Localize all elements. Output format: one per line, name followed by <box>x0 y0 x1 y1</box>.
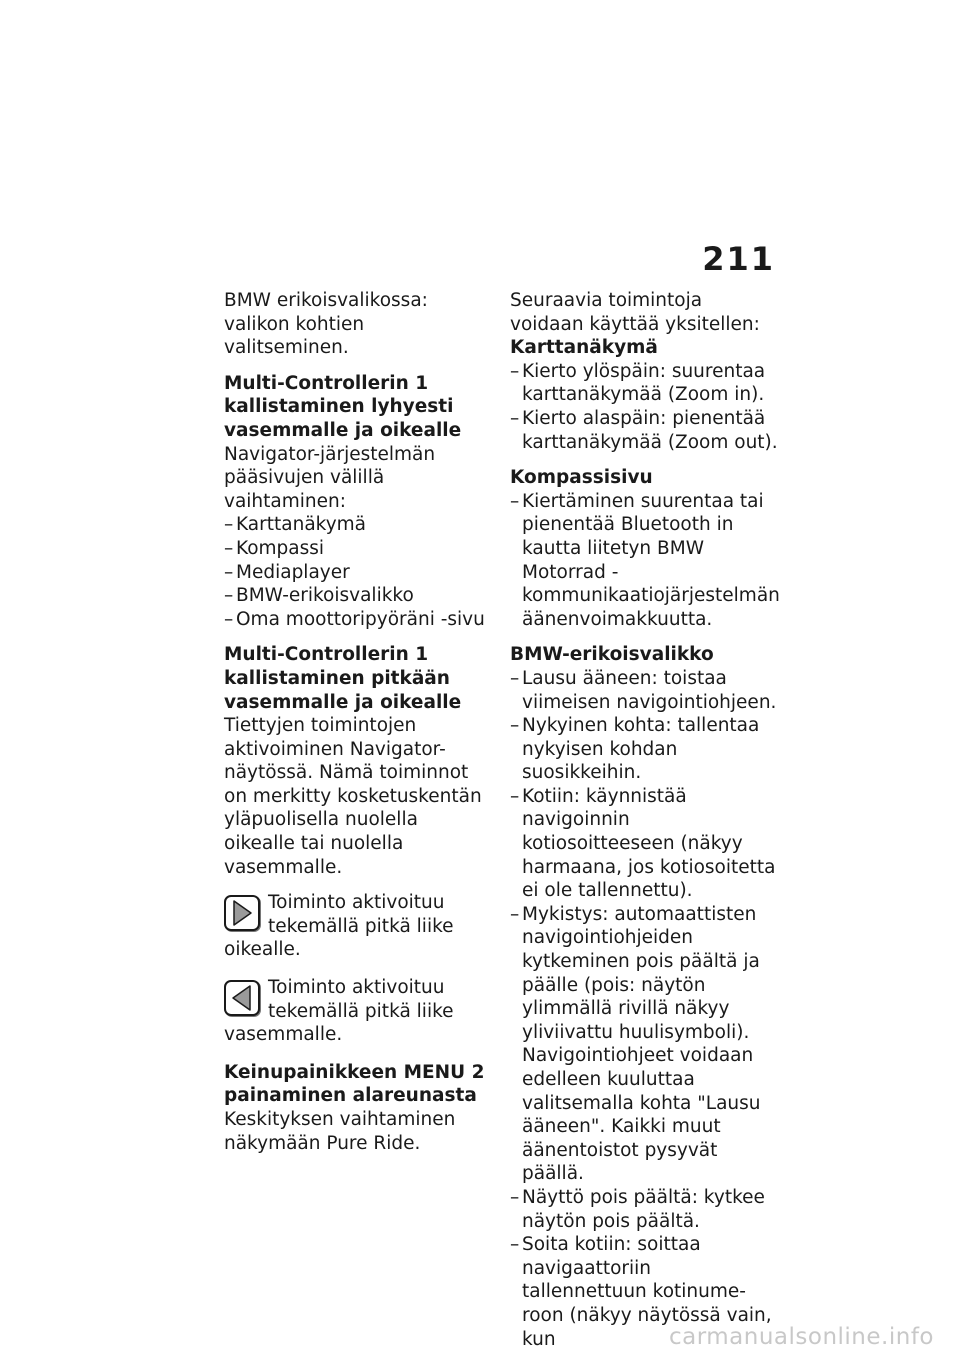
list-item: – BMW-erikoisvalikko <box>224 584 494 608</box>
icon-note-right-text: Toiminto aktivoituu tekemällä pitkä liike oikealle. <box>224 892 454 961</box>
compass-list <box>510 490 780 632</box>
map-view-list <box>510 360 780 454</box>
list-item: – Karttanäkymä <box>224 513 494 537</box>
icon-note-left-text: Toiminto aktivoituu tekemällä pitkä liike vasemmalle. <box>224 977 454 1046</box>
section-map-view <box>510 336 780 454</box>
arrow-right-icon <box>224 895 260 931</box>
section-special-menu <box>510 643 780 1351</box>
list-item: – Näyttö pois päältä: kytkee näytön pois päältä. <box>510 1186 780 1233</box>
page-list <box>224 513 494 631</box>
list-item: – Oma moottoripyöräni -sivu <box>224 608 494 632</box>
section-long-tilt-heading: Multi-Controllerin 1 kallistaminen pitkään vasemmalle ja oikealle <box>224 644 462 713</box>
section-compass-heading: Kompassisivu <box>510 467 653 489</box>
list-item: – Lausu ääneen: toistaa viimeisen navigointiohjeen. <box>510 667 780 714</box>
section-menu-rocker <box>224 1061 494 1155</box>
section-long-tilt-text: Tiettyjen toimintojen aktivoiminen Navigator-näytössä. Nämä toiminnot on merkitty kosketuskentän yläpuolisella nuolella oikealle tai nuolella vasemmalle. <box>224 715 482 878</box>
section-short-tilt-heading: Multi-Controllerin 1 kallistaminen lyhyesti vasemmalle ja oikealle <box>224 372 462 441</box>
special-menu-list <box>510 667 780 1351</box>
page-number: 211 <box>702 240 775 278</box>
section-special-menu-heading: BMW-erikoisvalikko <box>510 644 714 666</box>
list-item: – Nykyinen kohta: tallentaa nykyisen kohdan suosikkeihin. <box>510 714 780 785</box>
icon-note-left <box>224 976 494 1047</box>
icon-note-right <box>224 891 494 962</box>
arrow-left-icon <box>224 980 260 1016</box>
section-menu-rocker-text: Keskityksen vaihtaminen näkymään Pure Ride. <box>224 1109 456 1154</box>
list-item: – Soita kotiin: soittaa navigaattoriin tallennettuun kotinumeroon (näkyy näytössä vain, kun <box>510 1233 780 1351</box>
section-short-tilt <box>224 372 494 632</box>
list-item: – Mediaplayer <box>224 561 494 585</box>
list-item: – Kompassi <box>224 537 494 561</box>
left-column <box>224 289 494 1167</box>
section-long-tilt <box>224 643 494 879</box>
list-item: – Kiertäminen suurentaa tai pienentää Bluetooth in kautta liitetyn BMW Motorrad -kommunikaatiojärjestelmän äänenvoimakkuutta. <box>510 490 780 632</box>
right-intro: Seuraavia toimintoja voidaan käyttää yksitellen: <box>510 290 760 335</box>
left-intro: BMW erikoisvalikossa: valikon kohtien valitseminen. <box>224 290 428 359</box>
section-menu-rocker-heading: Keinupainikkeen MENU 2 painaminen alareunasta <box>224 1061 485 1107</box>
list-item: – Kierto alaspäin: pienentää karttanäkymää (Zoom out). <box>510 407 780 454</box>
right-column <box>510 289 780 1363</box>
section-short-tilt-text: Navigator-järjestelmän pääsivujen välillä vaihtaminen: <box>224 443 436 512</box>
list-item: – Mykistys: automaattisten navigointiohjeiden kytkeminen pois päältä ja päälle (pois: näytön ylimmällä rivillä näkyy yliviivattu huulisymboli). Navigointiohjeet voidaan edelleen kuuluttaa valitsemalla kohta "Lausu ääneen". Kaikki muut äänentoistot pysyvät päällä. <box>510 903 780 1186</box>
section-compass <box>510 466 780 631</box>
list-item: – Kierto ylöspäin: suurentaa karttanäkymää (Zoom in). <box>510 360 780 407</box>
section-map-view-heading: Karttanäkymä <box>510 337 658 359</box>
watermark: carmanualsonline.info <box>668 1324 934 1350</box>
list-item: – Kotiin: käynnistää navigoinnin kotiosoitteeseen (näkyy harmaana, jos kotiosoitetta ei ole tallennettu). <box>510 785 780 903</box>
